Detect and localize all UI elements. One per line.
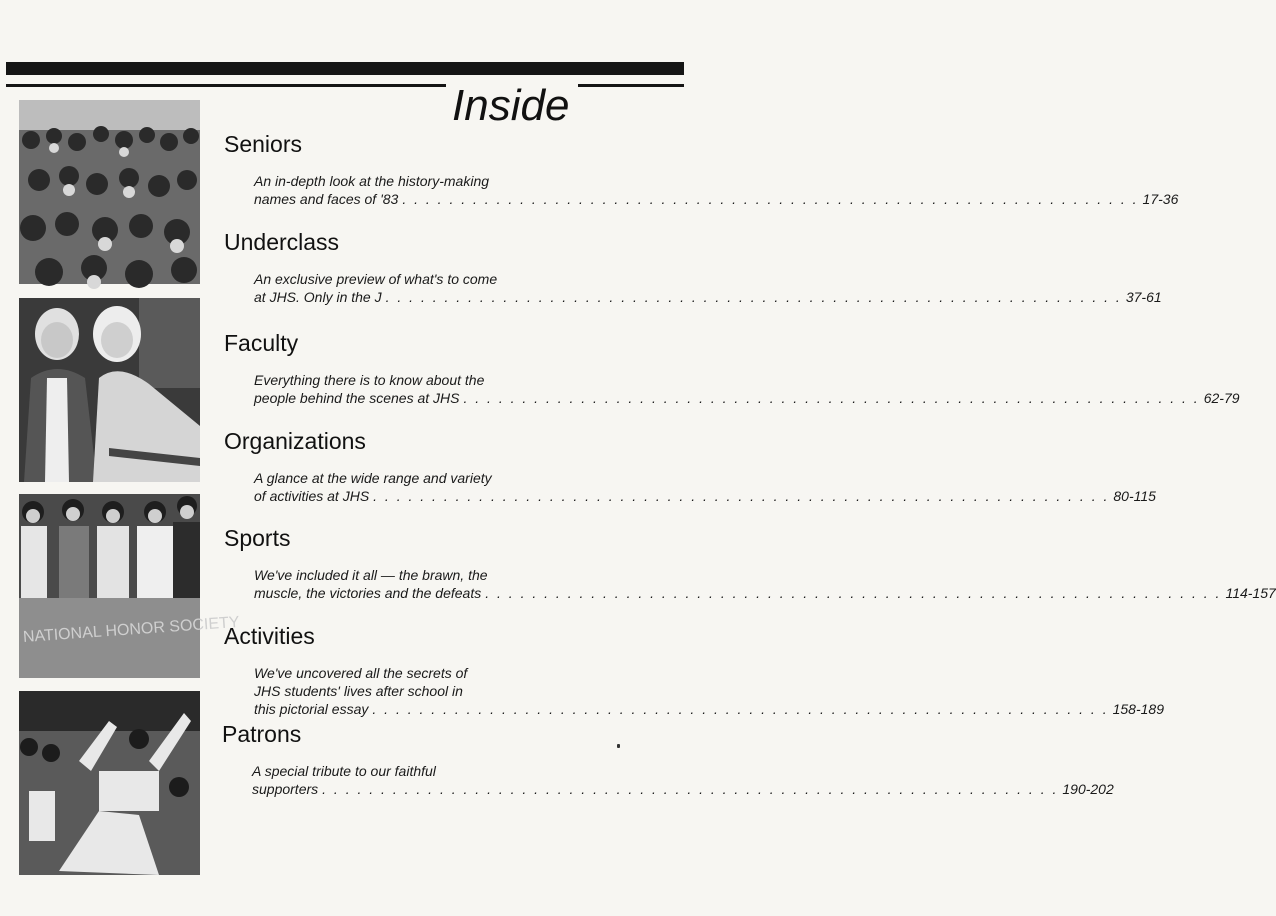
section-heading: Patrons	[222, 721, 302, 747]
section-description	[254, 469, 1156, 505]
ink-speck	[617, 744, 620, 748]
description-line: We've included it all — the brawn, the	[254, 567, 488, 583]
photo-honor-society	[19, 494, 241, 678]
photo-cheerleaders	[19, 691, 200, 875]
section-heading: Seniors	[224, 131, 302, 157]
description-line: An exclusive preview of what's to come	[254, 271, 498, 287]
leader-dots	[322, 780, 1058, 798]
description-line: We've uncovered all the secrets of	[254, 665, 468, 681]
description-line: A glance at the wide range and variety	[254, 470, 492, 486]
leader-dots	[485, 584, 1221, 602]
description-line: Everything there is to know about the	[254, 372, 485, 388]
leader-dots	[373, 487, 1109, 505]
description-line: names and faces of '83	[254, 191, 399, 207]
page-range: 158-189	[1112, 701, 1164, 717]
description-line: JHS students' lives after school in	[254, 683, 463, 699]
leader-dots	[463, 389, 1199, 407]
section-description	[254, 371, 1240, 407]
section-description	[254, 172, 1179, 208]
description-line: at JHS. Only in the J	[254, 289, 382, 305]
description-line: An in-depth look at the history-making	[254, 173, 490, 189]
section-heading: Underclass	[224, 229, 340, 255]
section-description	[254, 270, 1162, 306]
section-patrons	[222, 720, 1114, 798]
section-underclass	[224, 228, 1162, 306]
photo-crowd	[19, 100, 200, 284]
description-line: people behind the scenes at JHS	[254, 390, 460, 406]
section-activities	[224, 622, 1164, 718]
leader-dots	[386, 288, 1122, 306]
header-bar	[6, 62, 684, 75]
page-range: 80-115	[1113, 488, 1156, 504]
leader-dots	[372, 700, 1108, 718]
leader-dots	[402, 190, 1138, 208]
section-description	[254, 664, 1164, 718]
page-range: 114-157	[1225, 585, 1276, 601]
description-line: A special tribute to our faithful	[252, 763, 436, 779]
description-line: of activities at JHS	[254, 488, 370, 504]
section-sports	[224, 524, 1276, 602]
section-faculty	[224, 329, 1240, 407]
section-description	[254, 566, 1276, 602]
section-organizations	[224, 427, 1156, 505]
section-heading: Sports	[224, 525, 291, 551]
page-title: Inside	[452, 81, 570, 130]
description-line: muscle, the victories and the defeats	[254, 585, 482, 601]
page-range: 190-202	[1062, 781, 1114, 797]
svg-text:NATIONAL HONOR SOCIETY: NATIONAL HONOR SOCIETY	[22, 613, 241, 646]
section-heading: Faculty	[224, 330, 299, 356]
header-rule-left	[6, 84, 446, 87]
page-range: 37-61	[1125, 289, 1162, 305]
section-seniors	[224, 130, 1179, 208]
description-line: supporters	[252, 781, 319, 797]
page-range: 17-36	[1142, 191, 1179, 207]
header-rule-right	[578, 84, 684, 87]
section-description	[252, 762, 1114, 798]
description-line: this pictorial essay	[254, 701, 369, 717]
page-range: 62-79	[1203, 390, 1240, 406]
section-heading: Organizations	[224, 428, 366, 454]
section-heading: Activities	[224, 623, 315, 649]
photo-students	[19, 298, 200, 482]
